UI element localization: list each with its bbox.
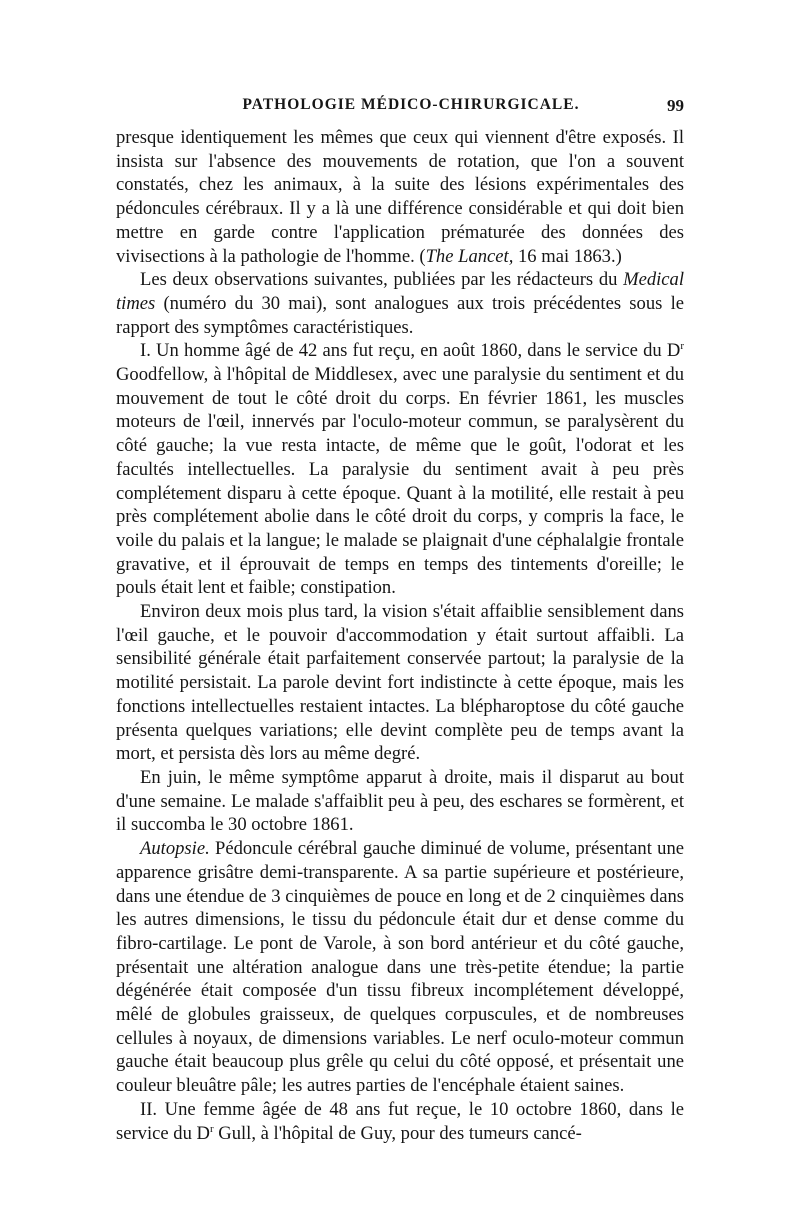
paragraph xyxy=(116,600,684,766)
text-segment: Les deux observations suivantes, publiées par les rédacteurs du xyxy=(140,269,624,291)
paragraph xyxy=(116,837,684,1098)
page-header xyxy=(116,96,684,126)
text-segment: (numéro du 30 mai), sont analogues aux trois précédentes sous le rapport des symptômes caractéristiques. xyxy=(116,292,684,338)
paragraph xyxy=(116,126,684,268)
italic-text: The Lancet, xyxy=(425,245,514,267)
paragraph xyxy=(116,766,684,837)
running-title: PATHOLOGIE MÉDICO-CHIRURGICALE. xyxy=(242,96,580,113)
body-text xyxy=(116,126,684,1145)
text-segment: I. Un homme âgé de 42 ans fut reçu, en août 1860, dans le service du D xyxy=(140,340,681,362)
text-segment: presque identiquement les mêmes que ceux qui viennent d'être exposés. Il insista sur l'absence des mouvements de rotation, que l'on a souvent constatés, chez les animaux, à la suite des lésions expérimentales des pédoncules cérébraux. Il y a là une différence considérable et qui doit bien mettre en garde contre l'application prématurée des données des vivisections à la pathologie de l'homme. ( xyxy=(116,127,684,267)
text-segment: Goodfellow, à l'hôpital de Middlesex, avec une paralysie du sentiment et du mouvement de tout le côté droit du corps. En février 1861, les muscles moteurs de l'œil, innervés par l'oculo-moteur commun, se paralysèrent du côté gauche; la vue resta intacte, de même que le goût, l'odorat et les facultés intellectuelles. La paralysie du sentiment avait à peu près complétement disparu à cette époque. Quant à la motilité, elle restait à peu près complétement abolie dans le côté droit du corps, y compris la face, le voile du palais et la langue; le malade se plaignait d'une céphalalgie frontale gravative, et il éprouvait de temps en temps des tintements d'oreille; le pouls était lent et faible; constipation. xyxy=(116,364,684,599)
paragraph xyxy=(116,339,684,600)
paragraph xyxy=(116,268,684,339)
text-segment: Pédoncule cérébral gauche diminué de volume, présentant une apparence grisâtre demi-transparente. A sa partie supérieure et postérieure, dans une étendue de 3 cinquièmes de pouce en long et de 2 cinquièmes dans les autres dimensions, le tissu du pédoncule était dur et dense comme du fibro-cartilage. Le pont de Varole, à son bord antérieur et du côté gauche, présentait une altération analogue dans une très-petite étendue; la partie dégénérée était composée d'un tissu fibreux incomplétement développé, mêlé de globules graisseux, de quelques corpuscules, et de nombreuses cellules à noyaux, de dimensions variables. Le nerf oculo-moteur commun gauche était beaucoup plus grêle qu celui du côté opposé, et présentait une couleur bleuâtre pâle; les autres parties de l'encéphale étaient saines. xyxy=(116,838,684,1097)
text-segment: En juin, le même symptôme apparut à droite, mais il disparut au bout d'une semaine. Le malade s'affaiblit peu à peu, des eschares se formèrent, et il succomba le 30 octobre 1861. xyxy=(116,766,684,836)
superscript: r xyxy=(209,1122,214,1135)
italic-text: Autopsie. xyxy=(140,838,210,860)
text-segment: Environ deux mois plus tard, la vision s'était affaiblie sensiblement dans l'œil gauche, et le pouvoir d'accommodation y était surtout affaibli. La sensibilité générale était parfaitement conservée partout; la paralysie de la motilité persistait. La parole devint fort indistincte à cette époque, mais les fonctions intellectuelles restaient intactes. La blépharoptose du côté gauche présenta quelques variations; elle devint complète peu de temps avant la mort, et persista dès lors au même degré. xyxy=(116,601,684,765)
paragraph xyxy=(116,1098,684,1145)
text-segment: II. Une femme âgée de 48 ans fut reçue, le 10 octobre 1860, dans le service du D xyxy=(116,1098,684,1144)
text-segment: Gull, à l'hôpital de Guy, pour des tumeurs cancé- xyxy=(213,1122,582,1144)
superscript: r xyxy=(680,340,684,353)
page-number: 99 xyxy=(667,96,684,115)
text-segment: 16 mai 1863.) xyxy=(513,245,622,267)
book-page xyxy=(116,96,684,1145)
italic-text: Medical times xyxy=(116,269,684,314)
